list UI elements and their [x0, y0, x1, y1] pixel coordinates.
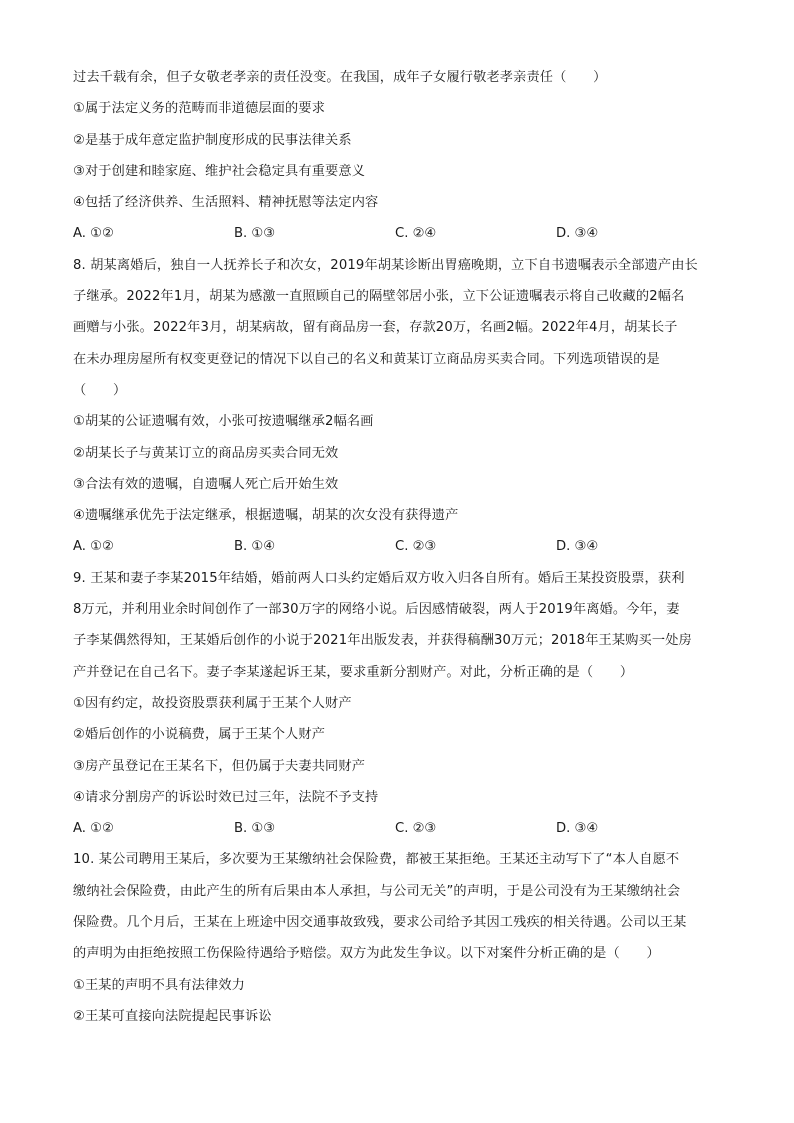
option-statement: ②是基于成年意定监护制度形成的民事法律关系 — [73, 132, 352, 148]
choice-c: C. ②④ — [395, 226, 437, 242]
option-statement: ②王某可直接向法院提起民事诉讼 — [73, 1008, 272, 1024]
option-statement: ④遗嘱继承优先于法定继承，根据遗嘱，胡某的次女没有获得遗产 — [73, 508, 459, 524]
question-stem: 9. 王某和妻子李某2015年结婚，婚前两人口头约定婚后双方收入归各自所有。婚后王某投资股票，获利 — [73, 570, 685, 586]
option-statement: ②胡某长子与黄某订立的商品房买卖合同无效 — [73, 445, 339, 461]
choice-a: A. ①② — [73, 226, 114, 242]
choice-a: A. ①② — [73, 821, 114, 837]
question-stem: 8万元，并利用业余时间创作了一部30万字的网络小说。后因感情破裂，两人于2019年离婚。今年，妻 — [73, 602, 680, 618]
answer-choices — [73, 531, 723, 562]
option-statement: ③合法有效的遗嘱，自遗嘱人死亡后开始生效 — [73, 476, 339, 492]
choice-b: B. ①④ — [234, 539, 276, 555]
option-statement: ③对于创建和睦家庭、维护社会稳定具有重要意义 — [73, 163, 366, 179]
option-statement: ①胡某的公证遗嘱有效，小张可按遗嘱继承2幅名画 — [73, 414, 374, 430]
document-page — [73, 62, 723, 1032]
choice-b: B. ①③ — [234, 821, 276, 837]
choice-c: C. ②③ — [395, 539, 437, 555]
question-stem: （ ） — [73, 382, 127, 398]
question-stem: 的声明为由拒绝按照工伤保险待遇给予赔偿。双方为此发生争议。以下对案件分析正确的是（ ） — [73, 946, 660, 962]
option-statement: ①因有约定，故投资股票获利属于王某个人财产 — [73, 695, 352, 711]
question-10 — [73, 844, 723, 1032]
choice-b: B. ①③ — [234, 226, 276, 242]
question-stem: 保险费。几个月后，王某在上班途中因交通事故致残，要求公司给予其因工残疾的相关待遇。公司以王某 — [73, 915, 687, 931]
question-stem: 产并登记在自己名下。妻子李某遂起诉王某，要求重新分割财产。对此，分析正确的是（ ） — [73, 664, 634, 680]
question-9 — [73, 563, 723, 845]
question-stem: 10. 某公司聘用王某后，多次要为王某缴纳社会保险费，都被王某拒绝。王某还主动写下了“本人自愿不 — [73, 852, 680, 868]
choice-d: D. ③④ — [556, 821, 599, 837]
answer-choices — [73, 218, 723, 249]
question-stem: 画赠与小张。2022年3月，胡某病故，留有商品房一套，存款20万，名画2幅。2022年4月，胡某长子 — [73, 320, 678, 336]
question-stem: 缴纳社会保险费，由此产生的所有后果由本人承担，与公司无关”的声明，于是公司没有为王某缴纳社会 — [73, 883, 681, 899]
option-statement: ②婚后创作的小说稿费，属于王某个人财产 — [73, 727, 326, 743]
option-statement: ③房产虽登记在王某名下，但仍属于夫妻共同财产 — [73, 758, 366, 774]
choice-c: C. ②③ — [395, 821, 437, 837]
option-statement: ①属于法定义务的范畴而非道德层面的要求 — [73, 101, 326, 117]
choice-d: D. ③④ — [556, 226, 599, 242]
choice-a: A. ①② — [73, 539, 114, 555]
question-7 — [73, 62, 723, 250]
choice-d: D. ③④ — [556, 539, 599, 555]
question-8 — [73, 250, 723, 563]
answer-choices — [73, 813, 723, 844]
option-statement: ①王某的声明不具有法律效力 — [73, 977, 246, 993]
option-statement: ④包括了经济供养、生活照料、精神抚慰等法定内容 — [73, 195, 379, 211]
question-stem: 子继承。2022年1月，胡某为感激一直照顾自己的隔壁邻居小张，立下公证遗嘱表示将自己收藏的2幅名 — [73, 289, 685, 305]
question-stem: 过去千载有余，但子女敬老孝亲的责任没变。在我国，成年子女履行敬老孝亲责任（ ） — [73, 70, 607, 85]
question-stem: 在未办理房屋所有权变更登记的情况下以自己的名义和黄某订立商品房买卖合同。下列选项错误的是 — [73, 351, 660, 367]
option-statement: ④请求分割房产的诉讼时效已过三年，法院不予支持 — [73, 789, 379, 805]
question-stem: 子李某偶然得知，王某婚后创作的小说于2021年出版发表，并获得稿酬30万元；2018年王某购买一处房 — [73, 633, 692, 649]
question-stem: 8. 胡某离婚后，独自一人抚养长子和次女，2019年胡某诊断出胃癌晚期，立下自书遗嘱表示全部遗产由长 — [73, 257, 698, 273]
